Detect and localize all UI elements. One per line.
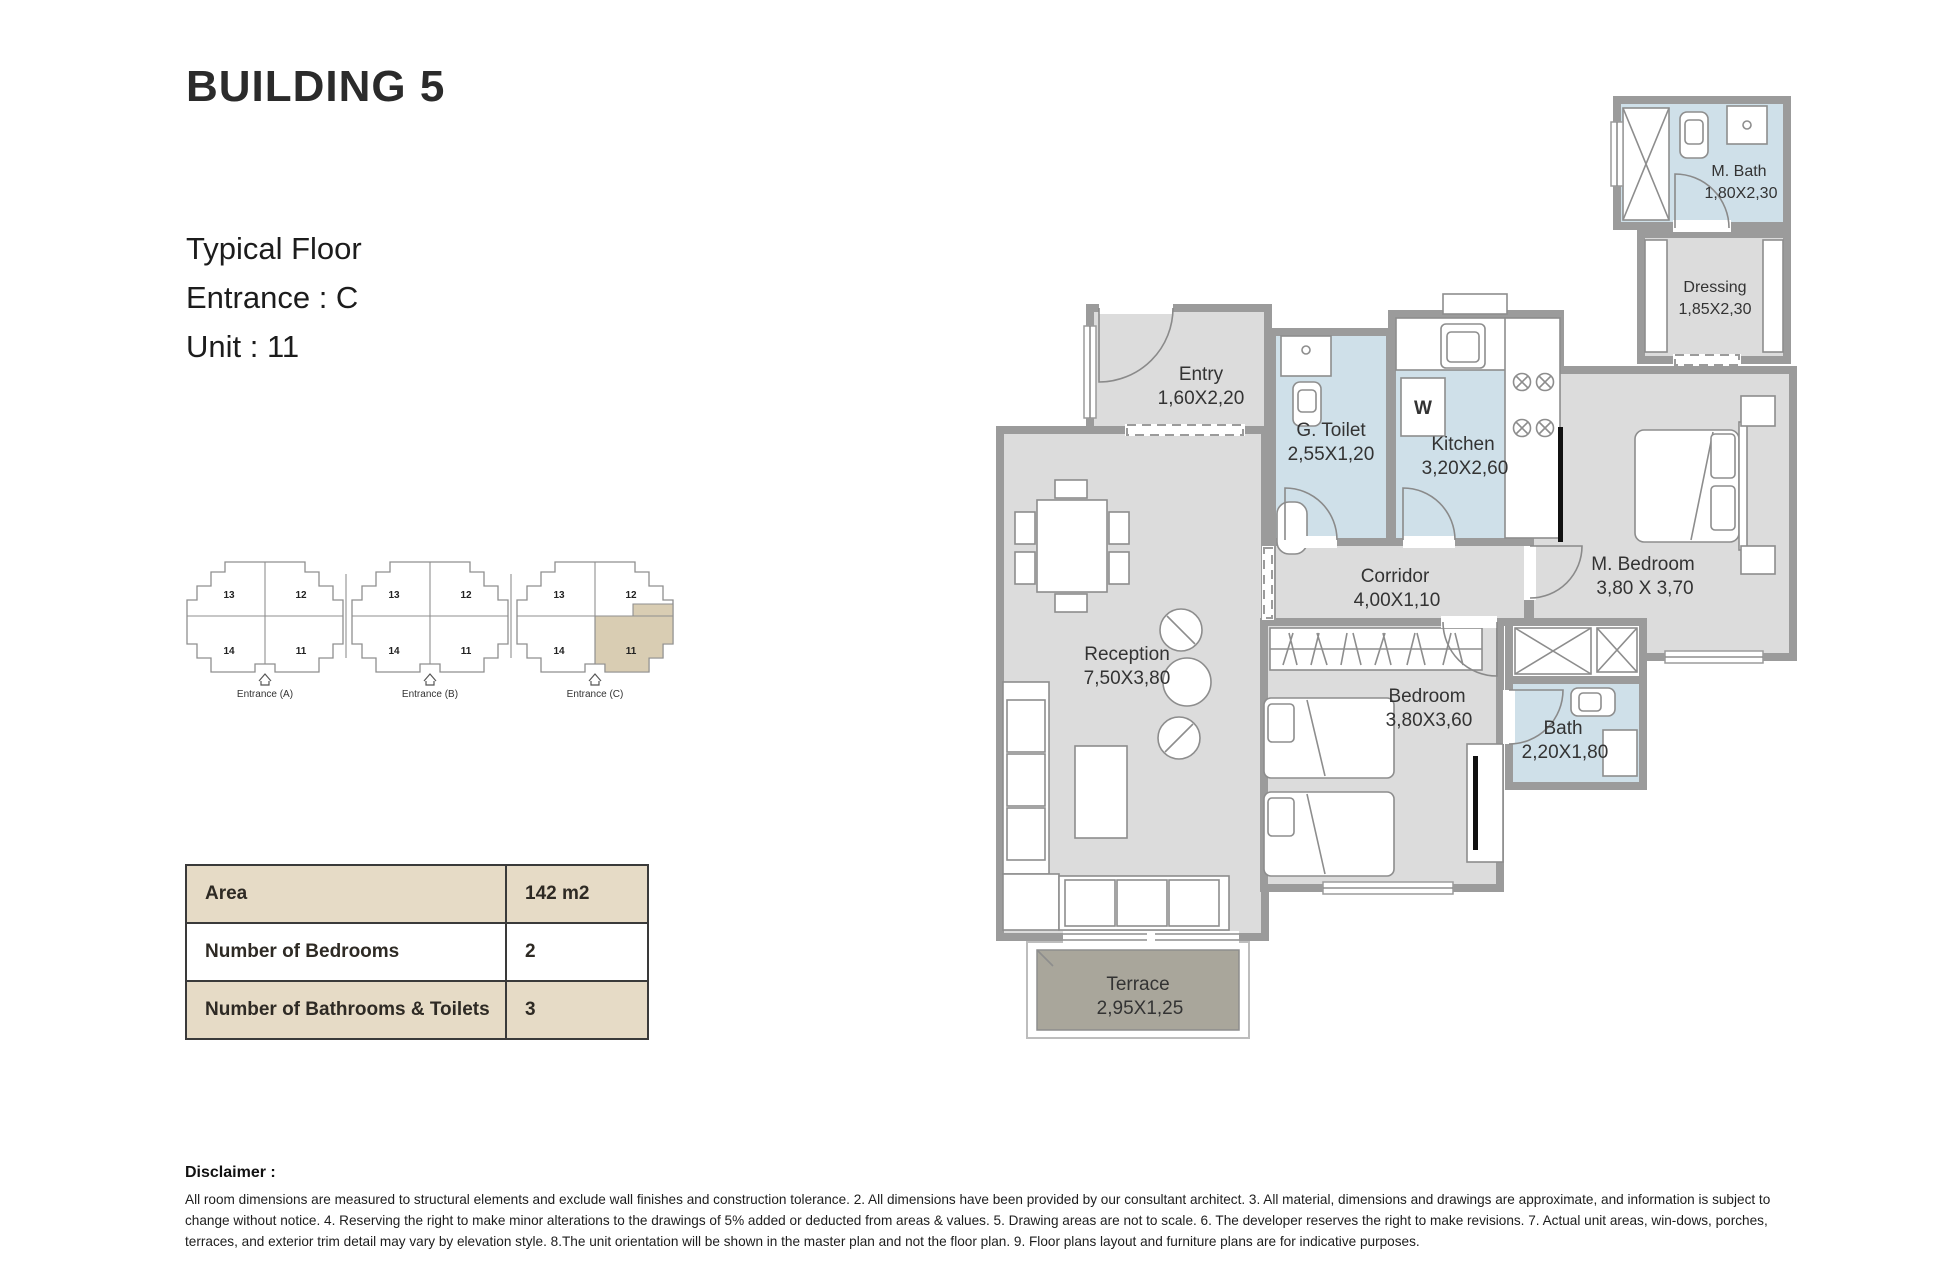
row-label: Number of Bathrooms & Toilets	[187, 982, 507, 1038]
label-reception: Reception	[1084, 644, 1170, 665]
entrance-icon	[424, 674, 436, 685]
unit-number: 12	[295, 590, 307, 601]
unit-number: 14	[223, 646, 235, 657]
mbath-wc	[1680, 112, 1708, 158]
label-terrace: Terrace	[1106, 974, 1170, 995]
kitchen-vent	[1443, 294, 1507, 314]
disclaimer-body: All room dimensions are measured to structural elements and exclude wall finishes and construction tolerance. 2. All dimensions have been provided by our consultant architect. 3. All material, dimensions and drawings are approximate, and information is subject to change without notice. 4. Reserving the right to make minor alterations to the drawings of 5% added or deducted from areas & values. 5. Drawing areas are not to scale. 6. The developer reserves the right to make revisions. 7. Actual unit areas, win-dows, porches, terraces, and exterior trim detail may vary by elevation style. 8.The unit orientation will be shown in the master plan and not the floor plan. 9. Floor plans layout and furniture plans are for indicative purposes.	[185, 1192, 1771, 1250]
mbedroom-closet-door	[1558, 427, 1563, 542]
unit-info-table	[185, 864, 649, 1040]
key-plan-block-b	[352, 562, 508, 700]
label-kitchen: Kitchen	[1431, 434, 1495, 455]
sofa-corner	[1003, 874, 1059, 930]
label-bedroom: Bedroom	[1388, 686, 1466, 707]
unit-number: 13	[553, 590, 565, 601]
label-dressing: Dressing	[1683, 279, 1747, 296]
mbath-sink	[1727, 106, 1767, 144]
label-corridor: Corridor	[1360, 566, 1430, 587]
label-dressing-dims: 1,85X2,30	[1678, 301, 1752, 318]
label-gtoilet-dims: 2,55X1,20	[1287, 444, 1375, 465]
label-terrace-dims: 2,95X1,25	[1096, 998, 1184, 1019]
unit-number: 11	[625, 646, 637, 657]
table-row	[187, 866, 647, 924]
row-label: Number of Bedrooms	[187, 924, 507, 980]
label-mbedroom: M. Bedroom	[1591, 554, 1695, 575]
dining-table	[1037, 500, 1107, 592]
label-kitchen-dims: 3,20X2,60	[1421, 458, 1509, 479]
label-bath-dims: 2,20X1,80	[1521, 742, 1609, 763]
unit-subtitle	[186, 224, 362, 371]
bed-pillow	[1711, 434, 1735, 478]
chair	[1109, 512, 1129, 544]
row-value: 2	[525, 941, 536, 962]
label-mbath: M. Bath	[1711, 163, 1767, 180]
gtoilet-sink	[1281, 336, 1331, 376]
unit-number: 14	[553, 646, 565, 657]
subtitle-unit: Unit : 11	[186, 329, 300, 364]
label-mbedroom-dims: 3,80 X 3,70	[1596, 578, 1694, 599]
unit-number: 14	[388, 646, 400, 657]
unit-number: 11	[295, 646, 307, 657]
nightstand	[1741, 396, 1775, 426]
subtitle-floor: Typical Floor	[186, 231, 362, 266]
table-row	[187, 924, 647, 982]
label-mbath-dims: 1,80X2,30	[1704, 185, 1778, 202]
sofa-bottom	[1059, 876, 1229, 930]
key-plan	[180, 556, 680, 706]
row-value: 142 m2	[525, 883, 590, 904]
entrance-icon	[589, 674, 601, 685]
entrance-label: Entrance (A)	[236, 689, 294, 700]
chair	[1055, 480, 1087, 498]
unit-number: 13	[223, 590, 235, 601]
bed-pillow	[1268, 704, 1294, 742]
dressing-shelf-left	[1645, 240, 1667, 352]
chair	[1015, 512, 1035, 544]
label-entry-dims: 1,60X2,20	[1157, 388, 1245, 409]
bed-pillow	[1268, 798, 1294, 836]
unit-number: 12	[460, 590, 472, 601]
entrance-label: Entrance (C)	[566, 689, 624, 700]
unit-number: 13	[388, 590, 400, 601]
label-bath: Bath	[1543, 718, 1583, 739]
label-bedroom-dims: 3,80X3,60	[1385, 710, 1473, 731]
row-label: Area	[187, 866, 507, 922]
disclaimer	[185, 1164, 1777, 1252]
label-corridor-dims: 4,00X1,10	[1353, 590, 1441, 611]
unit-number: 12	[625, 590, 637, 601]
entrance-icon	[259, 674, 271, 685]
coffee-table	[1075, 746, 1127, 838]
tv	[1473, 756, 1478, 850]
row-value: 3	[525, 999, 536, 1020]
label-gtoilet: G. Toilet	[1296, 420, 1366, 441]
chair	[1055, 594, 1087, 612]
headboard	[1739, 422, 1747, 550]
label-entry: Entry	[1178, 364, 1224, 385]
unit-number: 11	[460, 646, 472, 657]
page-title: BUILDING 5	[186, 62, 446, 111]
label-reception-dims: 7,50X3,80	[1083, 668, 1171, 689]
table-row	[187, 982, 647, 1038]
key-plan-block-c	[517, 562, 673, 700]
disclaimer-heading: Disclaimer :	[185, 1164, 276, 1181]
floor-plan	[975, 82, 1805, 1047]
nightstand	[1741, 546, 1775, 574]
entrance-label: Entrance (B)	[401, 689, 459, 700]
bed-pillow	[1711, 486, 1735, 530]
chair	[1109, 552, 1129, 584]
chair	[1015, 552, 1035, 584]
tv-unit	[1467, 744, 1503, 862]
subtitle-entrance: Entrance : C	[186, 280, 359, 315]
washer-label: W	[1414, 398, 1432, 419]
dressing-shelf-right	[1763, 240, 1783, 352]
key-plan-block-a	[187, 562, 343, 700]
sofa-left	[1003, 682, 1049, 874]
